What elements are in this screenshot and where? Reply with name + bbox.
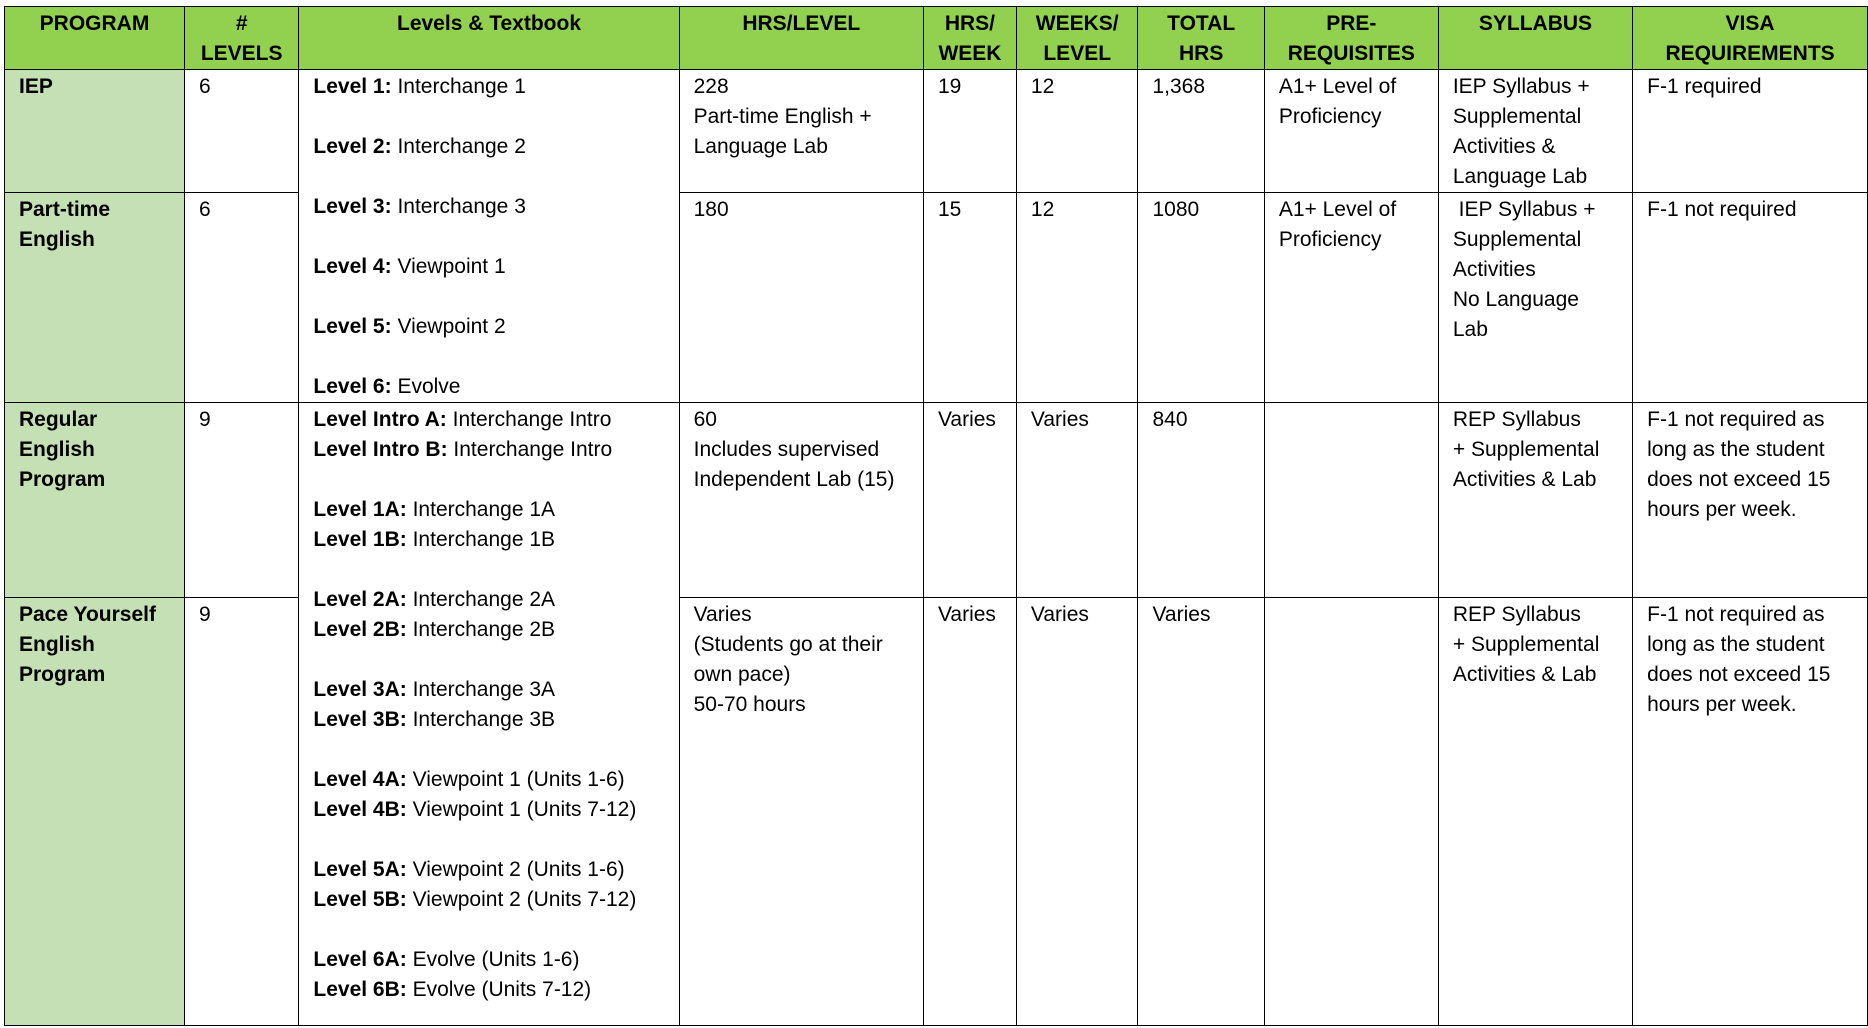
level-entry: Level 3: Interchange 3 — [313, 195, 526, 218]
header-hrs-level: HRS/LEVEL — [679, 7, 923, 70]
levels-textbook-group-b — [299, 403, 679, 1026]
prereq-pace-yourself-english-program — [1264, 598, 1438, 1026]
header-num-levels: # LEVELS — [184, 7, 298, 70]
num-levels-pace-yourself-english-program: 9 — [184, 598, 298, 1026]
total-hrs-regular-english-program: 840 — [1138, 403, 1264, 598]
table-row-part-time-english — [5, 193, 1868, 403]
hrs-level-iep: 228 Part-time English + Language Lab — [679, 70, 923, 193]
program-name-part-time-english: Part-time English — [5, 193, 185, 403]
level-entry: Level 1A: Interchange 1A — [313, 498, 556, 521]
header-visa: VISA REQUIREMENTS — [1633, 7, 1868, 70]
level-entry: Level 4: Viewpoint 1 — [313, 255, 506, 278]
level-entry: Level Intro A: Interchange Intro — [313, 408, 612, 431]
levels-textbook-group-a — [299, 70, 679, 403]
level-entry: Level 5: Viewpoint 2 — [313, 315, 506, 338]
num-levels-regular-english-program: 9 — [184, 403, 298, 598]
syllabus-part-time-english: IEP Syllabus + Supplemental Activities No Language Lab — [1438, 193, 1632, 403]
level-entry: Level 4A: Viewpoint 1 (Units 1-6) — [313, 768, 625, 791]
weeks-level-pace-yourself-english-program: Varies — [1016, 598, 1138, 1026]
syllabus-pace-yourself-english-program: REP Syllabus + Supplemental Activities & Lab — [1438, 598, 1632, 1026]
header-weeks-level: WEEKS/ LEVEL — [1016, 7, 1138, 70]
hrs-week-regular-english-program: Varies — [923, 403, 1016, 598]
hrs-week-iep: 19 — [923, 70, 1016, 193]
header-total-hrs: TOTAL HRS — [1138, 7, 1264, 70]
level-entry: Level 6: Evolve — [313, 375, 461, 398]
header-program: PROGRAM — [5, 7, 185, 70]
weeks-level-part-time-english: 12 — [1016, 193, 1138, 403]
level-entry: Level 2A: Interchange 2A — [313, 588, 556, 611]
total-hrs-part-time-english: 1080 — [1138, 193, 1264, 403]
total-hrs-pace-yourself-english-program: Varies — [1138, 598, 1264, 1026]
syllabus-iep: IEP Syllabus + Supplemental Activities & Language Lab — [1438, 70, 1632, 193]
total-hrs-iep: 1,368 — [1138, 70, 1264, 193]
visa-regular-english-program: F-1 not required as long as the student does not exceed 15 hours per week. — [1633, 403, 1868, 598]
program-name-regular-english-program: Regular English Program — [5, 403, 185, 598]
header-row — [5, 7, 1868, 70]
header-prerequisites: PRE- REQUISITES — [1264, 7, 1438, 70]
level-entry: Level 1B: Interchange 1B — [313, 528, 556, 551]
table-row-regular-english-program — [5, 403, 1868, 598]
num-levels-iep: 6 — [184, 70, 298, 193]
level-entry: Level 3B: Interchange 3B — [313, 708, 556, 731]
level-entry: Level 3A: Interchange 3A — [313, 678, 556, 701]
level-entry: Level 6A: Evolve (Units 1-6) — [313, 948, 580, 971]
table-row-pace-yourself-english-program — [5, 598, 1868, 1026]
prereq-part-time-english: A1+ Level of Proficiency — [1264, 193, 1438, 403]
visa-iep: F-1 required — [1633, 70, 1868, 193]
hrs-level-part-time-english: 180 — [679, 193, 923, 403]
level-entry: Level 4B: Viewpoint 1 (Units 7-12) — [313, 798, 637, 821]
hrs-level-pace-yourself-english-program: Varies (Students go at their own pace) 50-70 hours — [679, 598, 923, 1026]
visa-pace-yourself-english-program: F-1 not required as long as the student does not exceed 15 hours per week. — [1633, 598, 1868, 1026]
level-entry: Level 1: Interchange 1 — [313, 75, 526, 98]
hrs-week-part-time-english: 15 — [923, 193, 1016, 403]
syllabus-regular-english-program: REP Syllabus + Supplemental Activities & Lab — [1438, 403, 1632, 598]
table-row-iep — [5, 70, 1868, 193]
header-hrs-week: HRS/ WEEK — [923, 7, 1016, 70]
hrs-level-regular-english-program: 60 Includes supervised Independent Lab (15) — [679, 403, 923, 598]
weeks-level-regular-english-program: Varies — [1016, 403, 1138, 598]
level-entry: Level 2B: Interchange 2B — [313, 618, 556, 641]
level-entry: Level 6B: Evolve (Units 7-12) — [313, 978, 592, 1001]
program-name-iep: IEP — [5, 70, 185, 193]
level-entry: Level Intro B: Interchange Intro — [313, 438, 613, 461]
hrs-week-pace-yourself-english-program: Varies — [923, 598, 1016, 1026]
visa-part-time-english: F-1 not required — [1633, 193, 1868, 403]
level-entry: Level 5A: Viewpoint 2 (Units 1-6) — [313, 858, 625, 881]
prereq-regular-english-program — [1264, 403, 1438, 598]
num-levels-part-time-english: 6 — [184, 193, 298, 403]
prereq-iep: A1+ Level of Proficiency — [1264, 70, 1438, 193]
program-name-pace-yourself-english-program: Pace Yourself English Program — [5, 598, 185, 1026]
header-syllabus: SYLLABUS — [1438, 7, 1632, 70]
program-comparison-table — [4, 6, 1868, 1026]
weeks-level-iep: 12 — [1016, 70, 1138, 193]
header-levels-textbook: Levels & Textbook — [299, 7, 679, 70]
level-entry: Level 2: Interchange 2 — [313, 135, 526, 158]
level-entry: Level 5B: Viewpoint 2 (Units 7-12) — [313, 888, 637, 911]
